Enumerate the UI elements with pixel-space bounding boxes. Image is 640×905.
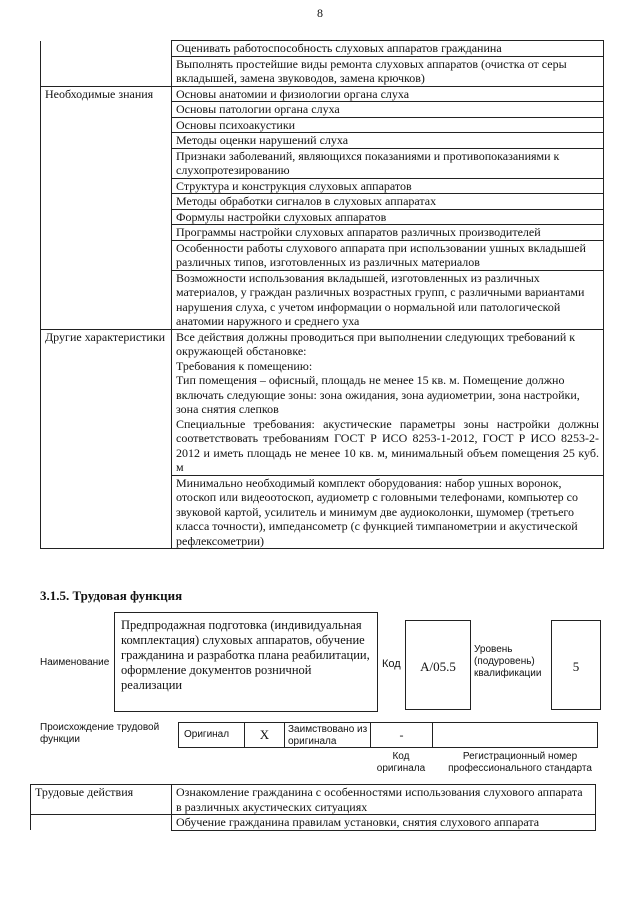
table-row [41, 225, 604, 241]
table-row [41, 270, 604, 329]
table-row [41, 117, 604, 133]
function-name-box: Предпродажная подготовка (индивидуальная комплектация) слуховых аппаратов, обучение гражданина и разработка плана реабилитации, оформление документов розничной реализации [114, 612, 378, 712]
level-value-box: 5 [551, 620, 601, 710]
row-text: Методы оценки нарушений слуха [172, 133, 604, 149]
row-text: Оценивать работоспособность слуховых аппаратов гражданина [172, 41, 604, 57]
code-value-box: А/05.5 [405, 620, 471, 710]
table-row [41, 86, 604, 102]
table-row [41, 148, 604, 178]
requirements-room-heading: Требования к помещению: [176, 358, 313, 373]
original-code-caption: Код оригинала [376, 751, 426, 774]
table-row [41, 133, 604, 149]
table-row [41, 178, 604, 194]
row-text-requirements [172, 329, 604, 475]
original-code-cell: - [371, 723, 433, 747]
borrowed-label: Заимствовано из оригинала [285, 723, 371, 747]
requirements-room: Тип помещения – офисный, площадь не менее 15 кв. м. Помещение должно включать следующие зоны: зона ожидания, зона аудиометрии, зона настройки, зона снятия слепков [176, 373, 580, 416]
table-row [41, 102, 604, 118]
row-text: Возможности использования вкладышей, изготовленных из различных материалов, у граждан различных возрастных групп, с различными вариантами нарушения слуха, с учетом информации о нормальной или патологической анатомии наружного и среднего уха [172, 270, 604, 329]
row-text-equipment: Минимально необходимый комплект оборудования: набор ушных воронок, отоскоп или видеоотоскоп, аудиометр с головными телефонами, компьютер со звуковой картой, усилитель и минимум две аудиоколонки, шумомер (третьего класса точности), импедансометр (с функцией тимпанометрии и акустической рефлексометрии) [172, 475, 604, 549]
table-row [41, 240, 604, 270]
requirements-intro: Все действия должны проводиться при выполнении следующих требований к окружающей обстановке: [176, 329, 576, 358]
section-title: 3.1.5. Трудовая функция [40, 588, 183, 603]
row-text: Выполнять простейшие виды ремонта слуховых аппаратов (очистка от серы вкладышей, замена звуководов, замена крючков) [172, 56, 604, 86]
row-text: Основы анатомии и физиологии органа слуха [172, 86, 604, 102]
code-label: Код [382, 658, 401, 670]
row-text: Структура и конструкция слуховых аппаратов [172, 178, 604, 194]
original-label: Оригинал [179, 723, 245, 747]
row-text: Формулы настройки слуховых аппаратов [172, 209, 604, 225]
row-text: Ознакомление гражданина с особенностями использования слухового аппарата в различных акустических ситуациях [172, 785, 596, 815]
row-text: Особенности работы слухового аппарата при использовании ушных вкладышей различных типов, изготовленных из различных материалов [172, 240, 604, 270]
requirements-special: Специальные требования: акустические параметры зоны настройки должны соответствовать требованиям ГОСТ Р ИСО 8253-1-2012, ГОСТ Р ИСО 8253-2-2012 и иметь площадь не менее 10 кв. м, минимальный объем помещения 25 куб. м [176, 416, 599, 474]
row-label-other: Другие характеристики [41, 329, 172, 475]
row-text: Основы психоакустики [172, 117, 604, 133]
row-text: Методы обработки сигналов в слуховых аппаратах [172, 194, 604, 210]
labor-actions-label: Трудовые действия [31, 785, 172, 815]
table-row [31, 785, 596, 815]
row-text: Обучение гражданина правилам установки, снятия слухового аппарата [172, 815, 596, 831]
table-row [41, 209, 604, 225]
row-text: Программы настройки слуховых аппаратов различных производителей [172, 225, 604, 241]
table-row [41, 194, 604, 210]
row-text: Основы патологии органа слуха [172, 102, 604, 118]
reg-number-caption: Регистрационный номер профессионального стандарта [448, 751, 592, 774]
row-label [41, 56, 172, 86]
origin-label: Происхождение трудовой функции [40, 722, 160, 745]
row-label [41, 41, 172, 57]
page-number: 8 [317, 6, 323, 20]
row-text: Признаки заболеваний, являющихся показаниями и противопоказаниями к слухопротезированию [172, 148, 604, 178]
competency-table [40, 40, 604, 549]
table-row [41, 475, 604, 549]
level-label: Уровень (подуровень) квалификации [474, 644, 542, 679]
name-label: Наименование [40, 657, 110, 668]
labor-actions-table [30, 784, 596, 831]
table-row [41, 329, 604, 475]
table-row [41, 56, 604, 86]
reg-number-cell [433, 723, 597, 747]
original-mark: X [245, 723, 285, 747]
table-row [31, 815, 596, 831]
origin-row [178, 722, 598, 748]
table-row [41, 41, 604, 57]
row-label-knowledge: Необходимые знания [41, 86, 172, 102]
